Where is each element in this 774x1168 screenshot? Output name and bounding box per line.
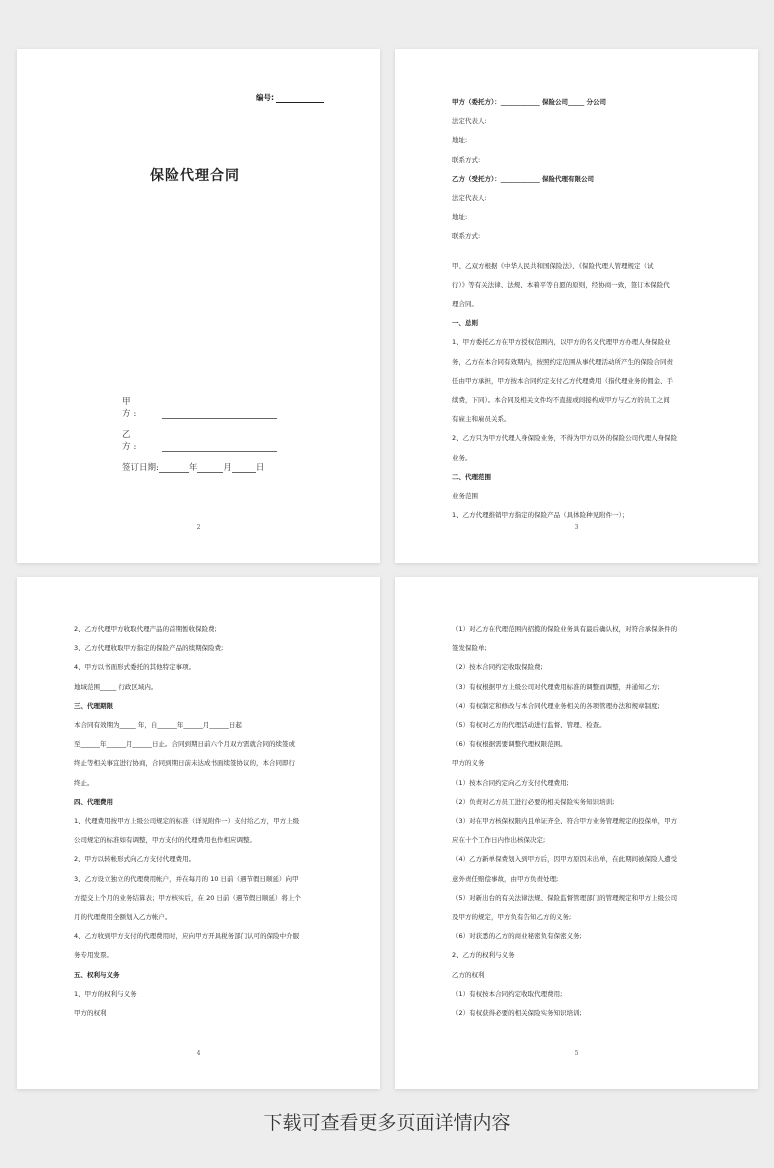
section-heading: 五、权利与义务 <box>74 970 120 979</box>
text-line: 2、乙方只为甲方代理人身保险业务，不得为甲方以外的保险公司代理人身保险 <box>452 434 678 443</box>
text-line: 地址: <box>452 136 468 145</box>
text-line: 应在十个工作日内作出核保决定; <box>452 836 546 845</box>
party-a-label: 甲 方: <box>122 397 146 419</box>
text-line: 地址: <box>452 213 468 222</box>
text-line: 1、乙方代理推销甲方指定的保险产品（具体险种见附件一）； <box>452 511 629 520</box>
section-heading: 乙方（受托方）：____________ 保险代理有限公司 <box>452 174 595 183</box>
text-line: 行）》等有关法律、法规、本着平等自愿的原则，经协商一致，签订本保险代 <box>452 280 670 289</box>
section-heading: 三、代理期限 <box>74 701 113 710</box>
text-line: 任由甲方承担，甲方按本合同约定支付乙方代理费用（指代理业务的佣金、手 <box>452 376 673 385</box>
text-line: 联系方式: <box>452 155 481 164</box>
text-line: 务，乙方在本合同有效期内，按照约定范围从事代理活动所产生的保险合同责 <box>452 357 673 366</box>
section-heading: 甲方（委托方）：____________ 保险公司_____ 分公司 <box>452 98 607 106</box>
text-line: 终止等相关事宜进行协商，合同到期日前未达成书面续签协议的，本合同即行 <box>74 759 295 768</box>
text-line: 3、乙方设立独立的代理费用帐户，并在每月的 10 日前（遇节假日顺延）向甲 <box>74 874 299 883</box>
text-line: 法定代表人: <box>452 194 487 203</box>
document-title: 保险代理合同 <box>150 168 240 184</box>
text-line: 本合同有效期为_____ 年，自______年______月______日起 <box>74 721 242 730</box>
text-line: 联系方式: <box>452 232 481 241</box>
date-label: 签订日期: <box>122 463 159 473</box>
text-line: 及甲方的规定，甲方负有告知乙方的义务; <box>452 913 572 922</box>
page-number: 5 <box>574 1050 579 1057</box>
text-line: 有雇主和雇员关系。 <box>452 415 511 424</box>
signing-date <box>122 461 264 473</box>
text-line: （5）对新出台的有关法律法规、保险监督管理部门的管理规定和甲方上级公司 <box>452 893 678 902</box>
contract-page-rights <box>395 577 758 1089</box>
text-line: 1、代理费用按甲方上级公司规定的标准（详见附件一）支付给乙方，甲方上级 <box>74 817 300 826</box>
text-line: 地域范围_____ 行政区域内。 <box>74 682 158 691</box>
text-line: 甲方的权利 <box>74 1009 107 1018</box>
page-body <box>452 620 704 1023</box>
date-month: 月 <box>223 463 232 473</box>
text-line: 务专用发票。 <box>74 951 113 960</box>
text-line: 2、乙方的权利与义务 <box>452 951 515 960</box>
party-b-label: 乙 方: <box>122 430 146 452</box>
text-line: 甲方的义务 <box>452 759 485 768</box>
text-line: （5）有权对乙方的代理活动进行监督、管理、检查。 <box>452 721 606 730</box>
text-line: 理合同。 <box>452 300 478 309</box>
text-line: 2、甲方以转帐形式向乙方支付代理费用。 <box>74 855 196 864</box>
text-line: 续费，下同）。本合同及相关文件均不直接或间接构成甲方与乙方的员工之间 <box>452 396 670 405</box>
text-line: （4）乙方新单保费划入到甲方后，因甲方原因未出单，在此期间被保险人遭受 <box>452 855 678 864</box>
text-line: 4、甲方以书面形式委托的其他特定事项。 <box>74 663 196 672</box>
page-number: 3 <box>574 524 579 531</box>
page-number: 4 <box>196 1050 201 1057</box>
party-b-signature <box>122 428 277 452</box>
text-line: 法定代表人: <box>452 117 487 126</box>
text-line: 终止。 <box>74 778 94 787</box>
section-heading: 二、代理范围 <box>452 472 491 481</box>
page-body <box>452 93 704 525</box>
text-line: （6）对获悉的乙方的商业秘密负有保密义务; <box>452 932 582 941</box>
contract-page-parties <box>395 49 758 563</box>
contract-number-label: 编号: <box>256 93 274 102</box>
text-line: 乙方的权利 <box>452 970 485 979</box>
text-line: （2）负责对乙方员工进行必要的相关保险实务知识培训; <box>452 797 615 806</box>
text-line: 意外责任赔偿事故，由甲方负责处理; <box>452 874 559 883</box>
contract-number <box>256 92 324 103</box>
text-line: （2）按本合同约定收取保险费; <box>452 663 543 672</box>
date-day: 日 <box>255 463 265 473</box>
contract-page-terms <box>17 577 380 1089</box>
section-heading: 一、总则 <box>452 319 478 328</box>
page-number: 2 <box>196 524 201 531</box>
text-line: 业务范围 <box>452 492 478 501</box>
text-line: （3）有权根据甲方上级公司对代理费用标准的调整而调整，并通知乙方; <box>452 682 660 691</box>
text-line: （1）有权按本合同约定收取代理费用; <box>452 989 563 998</box>
text-line: 3、乙方代理收取甲方指定的保险产品的续期保险费; <box>74 644 224 653</box>
text-line: （3）对在甲方核保权限内且单证齐全、符合甲方业务管理规定的投保单，甲方 <box>452 817 678 826</box>
text-line: （4）有权制定和修改与本合同代理业务相关的各项管理办法和规章制度; <box>452 701 660 710</box>
page-body <box>74 620 326 1023</box>
text-line: 月的代理费用全额划入乙方帐户。 <box>74 913 172 922</box>
text-line: （2）有权获得必要的相关保险实务知识培训; <box>452 1009 582 1018</box>
text-line: 1、甲方的权利与义务 <box>74 989 137 998</box>
date-year: 年 <box>188 463 198 473</box>
text-line: （1）按本合同约定向乙方支付代理费用; <box>452 778 569 787</box>
text-line: 1、甲方委托乙方在甲方授权范围内，以甲方的名义代理甲方办理人身保险业 <box>452 338 671 347</box>
text-line: 2、乙方代理甲方收取代理产品的首期暂收保险费; <box>74 625 217 633</box>
text-line: 业务。 <box>452 453 472 462</box>
download-prompt: 下载可查看更多页面详情内容 <box>263 1112 511 1134</box>
text-line: 方提交上个月的业务结算表；甲方核实后，在 20 日前（遇节假日顺延）将上个 <box>74 893 301 902</box>
text-line: 至______年______月______日止。合同到期日前六个月双方需就合同的续签或 <box>74 740 295 749</box>
contract-number-blank <box>276 94 324 103</box>
text-line: 公司规定的标准如有调整，甲方支付的代理费用也作相应调整。 <box>74 836 256 845</box>
party-a-blank <box>162 409 277 419</box>
text-line: 签发保险单; <box>452 644 487 653</box>
cover-page <box>17 49 380 563</box>
text-line: （1）对乙方在代理范围内招揽的保险业务具有最后确认权，对符合承保条件的 <box>452 625 678 633</box>
text-line <box>452 247 704 257</box>
party-b-blank <box>162 442 277 452</box>
text-line: 4、乙方收到甲方支付的代理费用时，应向甲方开具税务部门认可的保险中介服 <box>74 932 300 941</box>
section-heading: 四、代理费用 <box>74 797 113 806</box>
text-line: （6）有权根据需要调整代理权限范围。 <box>452 740 567 749</box>
party-a-signature <box>122 395 277 419</box>
text-line: 甲、乙双方根据《中华人民共和国保险法》、《保险代理人管理规定（试 <box>452 261 654 270</box>
